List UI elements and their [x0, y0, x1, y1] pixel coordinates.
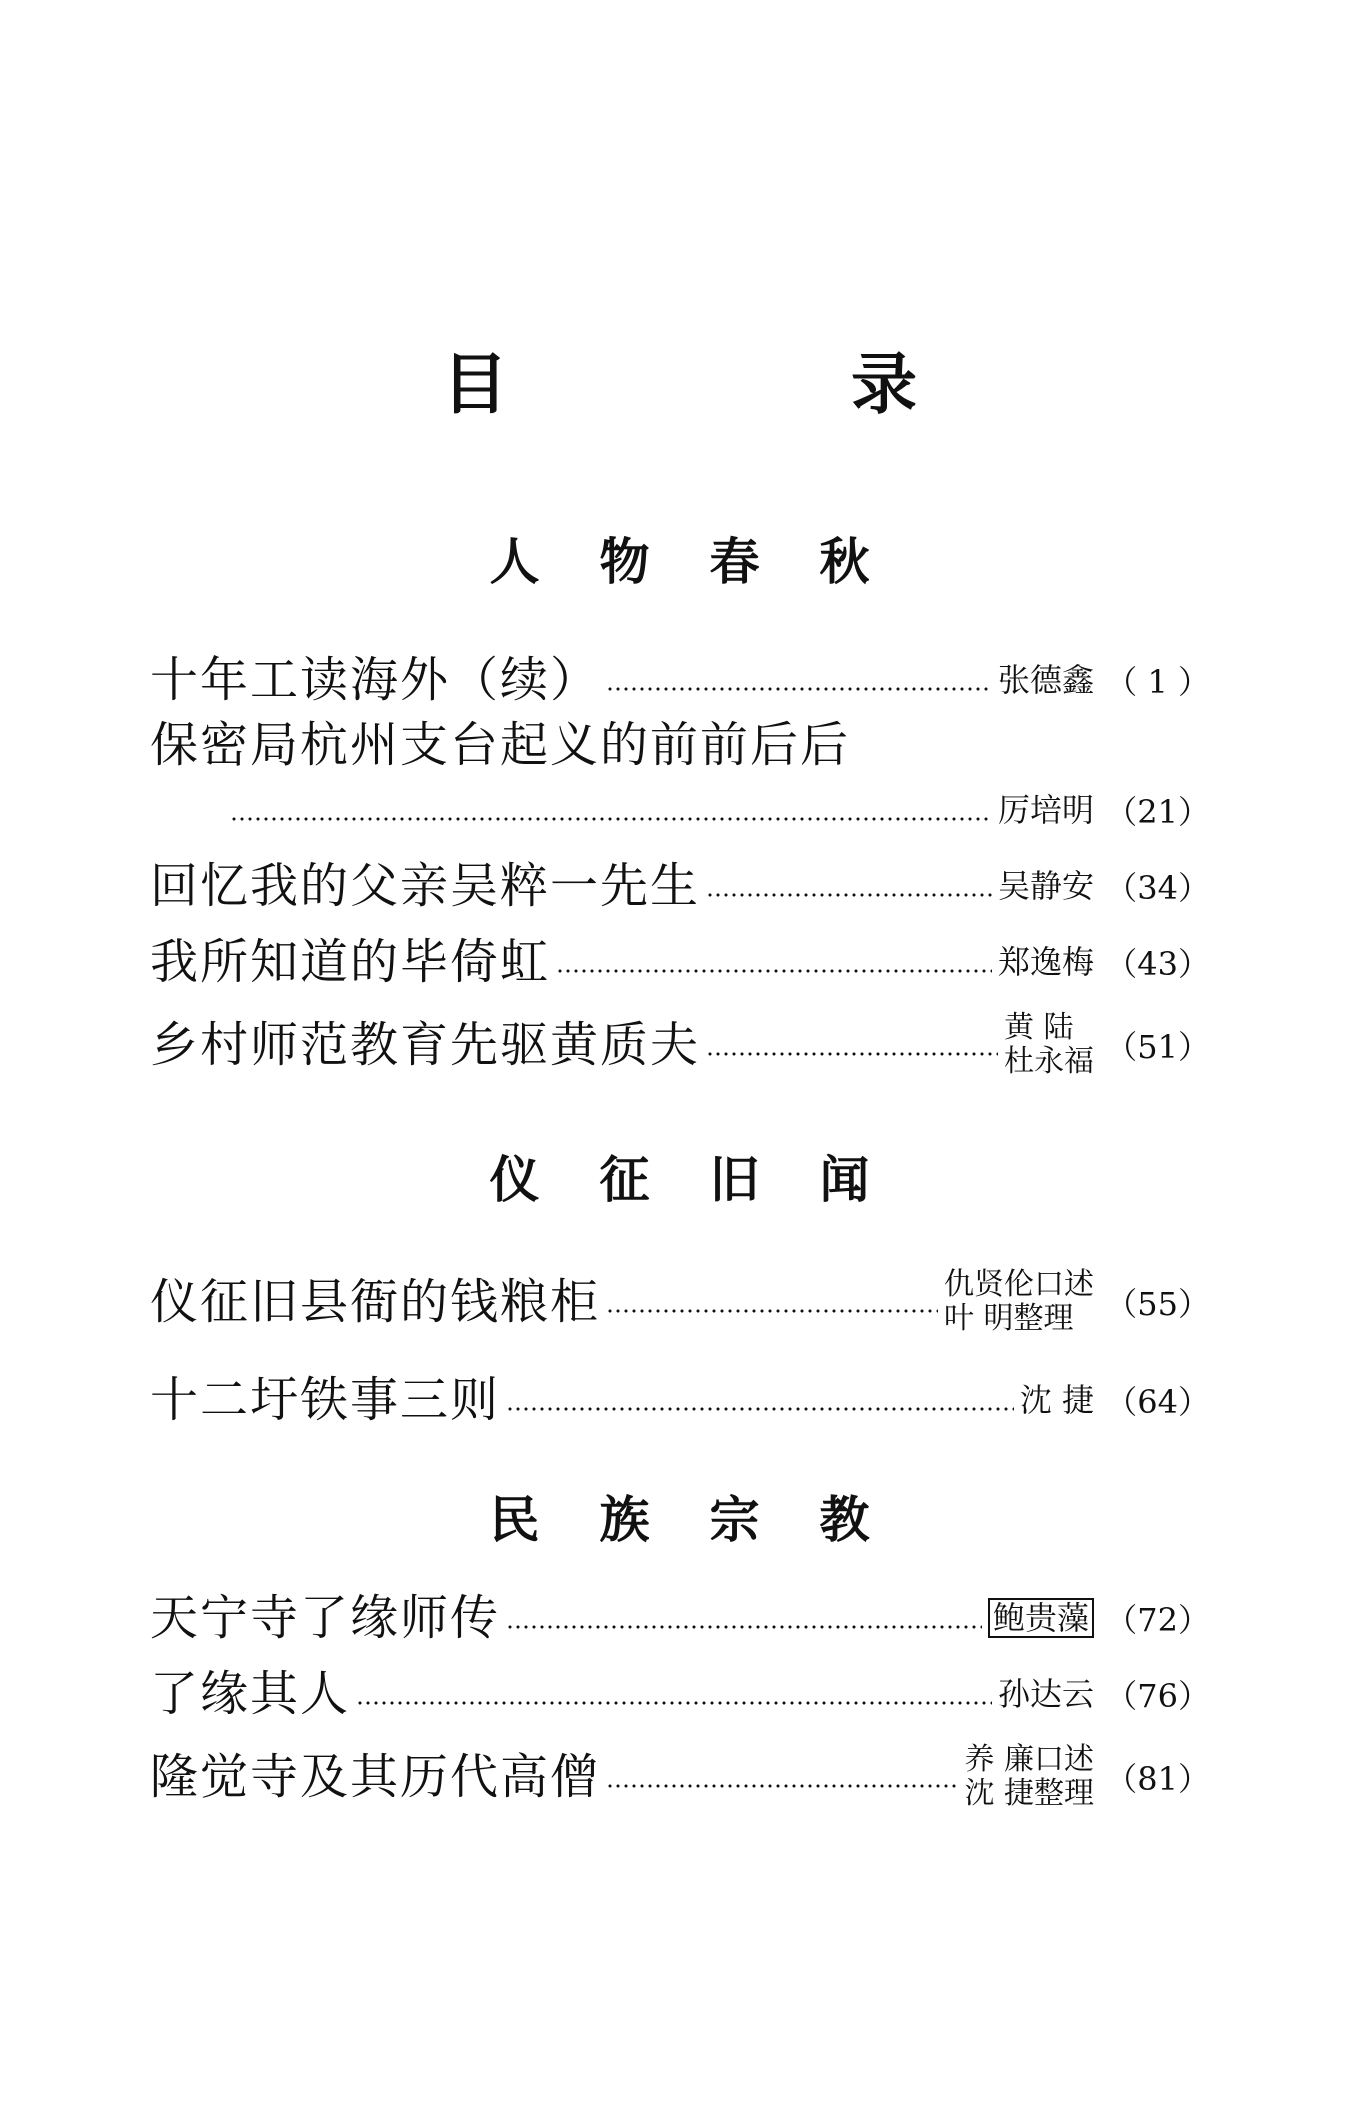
dot-leader [556, 969, 992, 973]
dot-leader [356, 1701, 992, 1705]
section-heading-yizheng: 仪征旧闻 [489, 1151, 930, 1209]
entry-page: （55） [1105, 1285, 1210, 1323]
toc-entry[interactable] [150, 846, 1210, 926]
entry-author-stack [964, 1743, 1094, 1811]
toc-entry[interactable] [150, 1262, 1210, 1342]
entry-author-stack [1004, 1011, 1094, 1079]
entry-page: （51） [1105, 1028, 1210, 1066]
toc-entry[interactable] [150, 1654, 1210, 1734]
toc-entry[interactable] [150, 922, 1210, 1002]
entry-author-line: 黄 陆 [1004, 1010, 1074, 1045]
entry-title: 天宁寺了缘师传 [150, 1590, 501, 1646]
dot-leader [506, 1625, 982, 1629]
entry-author: 鲍贵藻 [988, 1598, 1094, 1638]
entry-page: （72） [1105, 1601, 1210, 1639]
section-heading-religion: 民族宗教 [489, 1491, 930, 1549]
section-heading-people: 人物春秋 [489, 533, 930, 591]
entry-author-line: 杜永福 [1004, 1044, 1094, 1079]
dot-leader [506, 1407, 1014, 1411]
toc-entry[interactable] [150, 1005, 1210, 1085]
entry-author: 孙达云 [997, 1675, 1094, 1713]
entry-title[interactable]: 保密局杭州支台起义的前前后后 [150, 717, 851, 773]
entry-page: （ 1 ） [1105, 663, 1210, 701]
dot-leader [606, 687, 992, 691]
dot-leader [230, 817, 992, 821]
dot-leader [606, 1784, 958, 1788]
dot-leader [606, 1309, 938, 1313]
entry-page: （64） [1105, 1383, 1210, 1421]
dot-leader [706, 1052, 998, 1056]
toc-entry[interactable] [150, 1360, 1210, 1440]
toc-entry[interactable] [150, 1578, 1210, 1658]
entry-author: 沈 捷 [1019, 1381, 1094, 1419]
dot-leader [706, 893, 992, 897]
entry-title: 仪征旧县衙的钱粮柜 [150, 1274, 601, 1330]
entry-title: 乡村师范教育先驱黄质夫 [150, 1017, 701, 1073]
entry-author: 厉培明 [997, 791, 1094, 829]
entry-author-line: 仇贤伦口述 [944, 1267, 1094, 1302]
entry-page: （81） [1105, 1760, 1210, 1798]
toc-entry[interactable] [150, 640, 1210, 720]
entry-author: 吴静安 [997, 867, 1094, 905]
entry-author-line: 沈 捷整理 [964, 1776, 1094, 1811]
entry-title: 我所知道的毕倚虹 [150, 934, 551, 990]
entry-author-line: 养 廉口述 [964, 1742, 1094, 1777]
toc-entry[interactable] [150, 1737, 1210, 1817]
entry-page: （76） [1105, 1677, 1210, 1715]
entry-author: 张德鑫 [997, 661, 1094, 699]
entry-page: （43） [1105, 945, 1210, 983]
entry-title: 十年工读海外（续） [150, 652, 601, 708]
entry-author-line: 叶 明整理 [944, 1301, 1074, 1336]
entry-title: 了缘其人 [150, 1666, 351, 1722]
entry-page: （21） [1105, 793, 1210, 831]
entry-page: （34） [1105, 869, 1210, 907]
entry-title: 十二圩铁事三则 [150, 1372, 501, 1428]
entry-author: 郑逸梅 [997, 943, 1094, 981]
toc-entry[interactable] [230, 770, 1210, 850]
entry-title: 隆觉寺及其历代高僧 [150, 1749, 601, 1805]
page-title: 目 录 [442, 346, 1077, 423]
entry-title: 回忆我的父亲吴粹一先生 [150, 858, 701, 914]
entry-author-stack [944, 1268, 1094, 1336]
